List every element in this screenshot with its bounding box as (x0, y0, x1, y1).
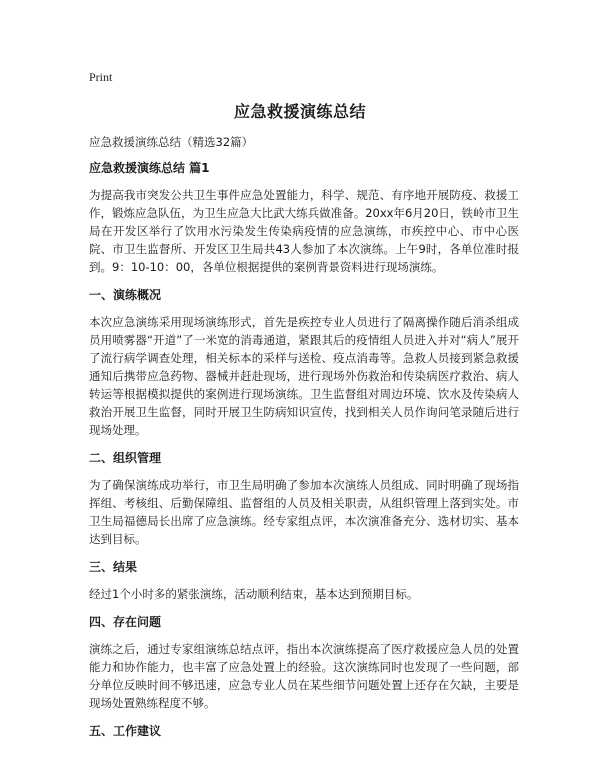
section-body-organization: 为了确保演练成功举行，市卫生局明确了参加本次演练人员组成、同时明确了现场指挥组、考核组、后勤保障组、监督组的人员及相关职责，从组织管理上落到实处。市卫生局福德局长出席了应急演练。经专家组点评，本次演准备充分、选材切实、基本达到目标。 (89, 478, 519, 546)
intro-paragraph: 为提高我市突发公共卫生事件应急处置能力，科学、规范、有序地开展防疫、救援工作，锻炼应急队伍，为卫生应急大比武大练兵做准备。20xx年6月20日，铁岭市卫生局在开发区举行了饮用水污染发生传染病疫情的应急演练，市疾控中心、市中心医院、市卫生监督所、开发区卫生局共43人参加了本次演练。上午9时，各单位准时报到。9：10-10：00，各单位根据提供的案例背景资料进行现场演练。 (89, 188, 519, 274)
section-body-results: 经过1个小时多的紧张演练，活动顺利结束，基本达到预期目标。 (89, 587, 419, 601)
page-title: 应急救援演练总结 (233, 102, 366, 121)
section-heading-problems: 四、存在问题 (89, 615, 162, 629)
section-heading-suggestions: 五、工作建议 (89, 724, 162, 738)
article-heading: 应急救援演练总结 篇1 (89, 161, 210, 175)
section-body-problems: 演练之后，通过专家组演练总结点评，指出本次演练提高了医疗救援应急人员的处置能力和协作能力，也丰富了应急处置上的经验。这次演练同时也发现了一些问题，部分单位反映时间不够迅速，应急专业人员在某些细节问题处置上还存在欠缺，主要是现场处置熟练程度不够。 (89, 642, 519, 710)
document-body (89, 133, 519, 749)
section-heading-organization: 二、组织管理 (89, 451, 162, 465)
section-heading-results: 三、结果 (89, 560, 138, 574)
print-label[interactable]: Print (89, 70, 113, 84)
document-subtitle: 应急救援演练总结（精选32篇） (89, 135, 254, 149)
section-heading-overview: 一、演练概况 (89, 288, 162, 302)
section-body-overview: 本次应急演练采用现场演练形式，首先是疾控专业人员进行了隔离操作随后消杀组成员用喷雾器“开道”了一米宽的消毒通道，紧跟其后的疫情组人员进入并对“病人”展开了流行病学调查处理，相关标本的采样与送检、疫点消毒等。急救人员接到紧急救援通知后携带应急药物、器械并赶赴现场，进行现场外伤救治和传染病医疗救治、病人转运等根据模拟提供的案例进行现场演练。卫生监督组对周边环境、饮水及传染病人救治开展卫生监督，同时开展卫生防病知识宣传，找到相关人员作询问笔录随后进行现场处理。 (89, 315, 519, 437)
